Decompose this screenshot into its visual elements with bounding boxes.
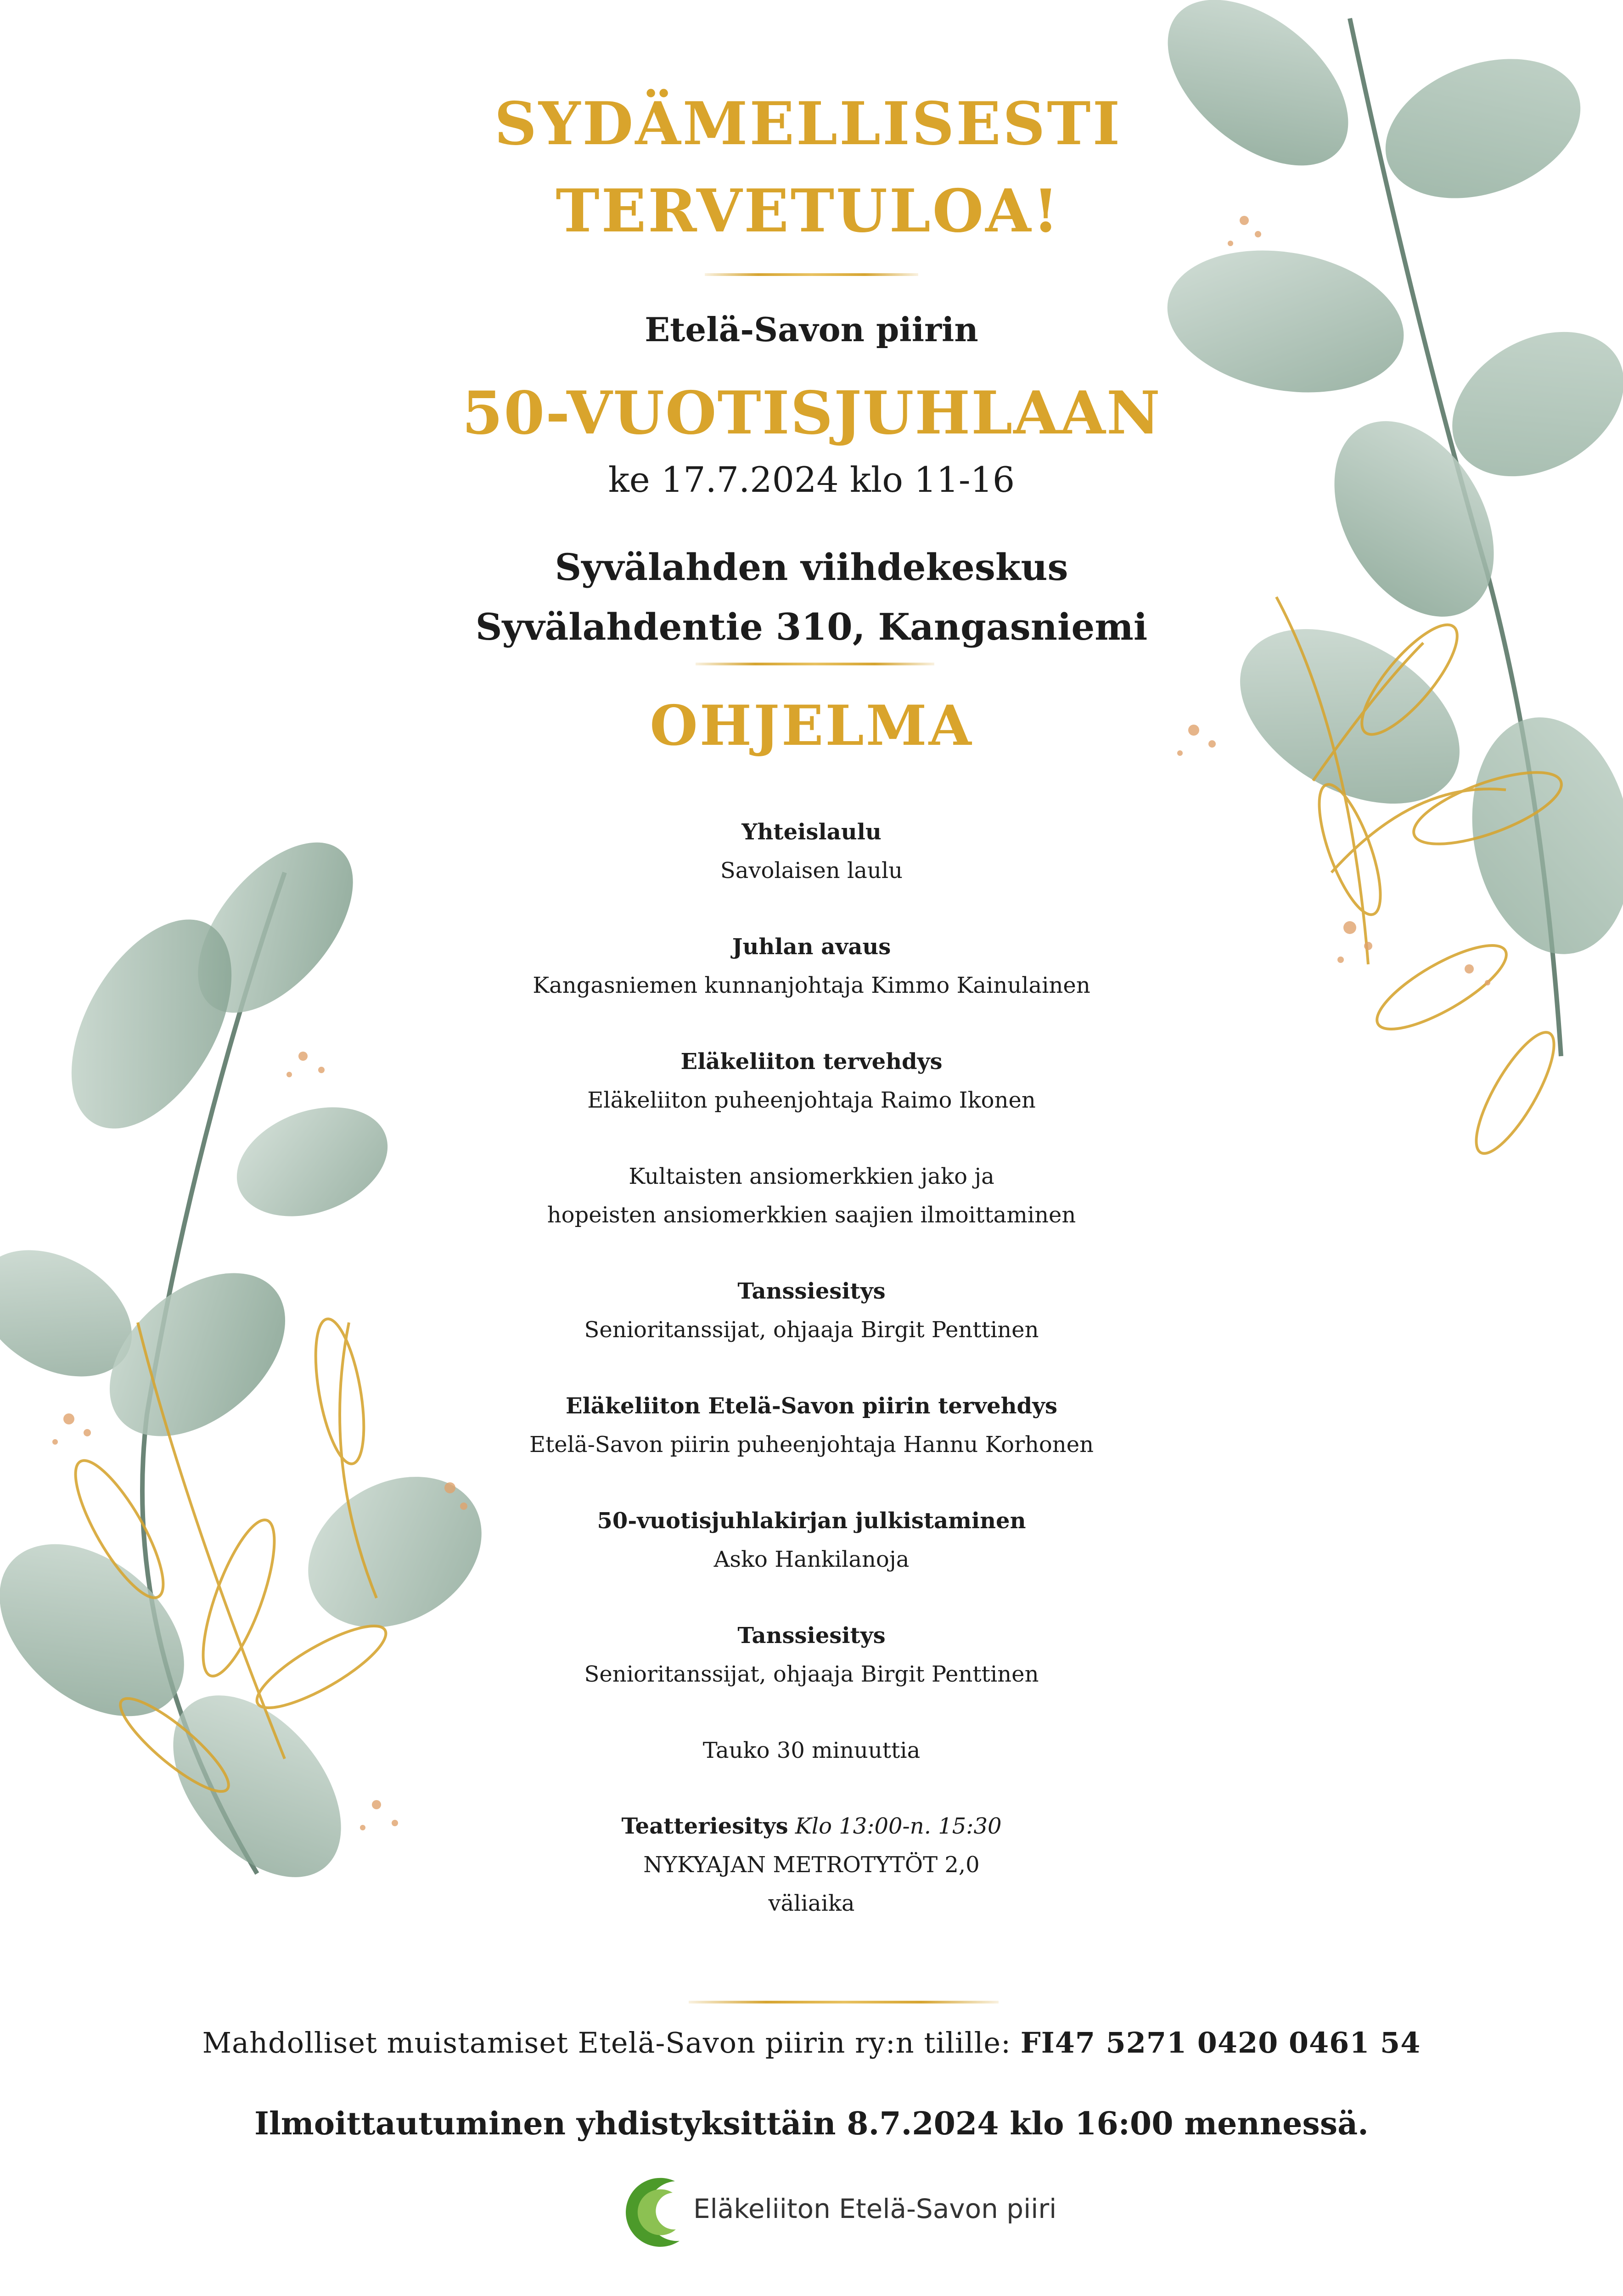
program-item: [0, 928, 1623, 1042]
program-item-title: Eläkeliiton Etelä-Savon piirin tervehdys: [565, 1393, 1058, 1419]
registration-deadline: Ilmoittautuminen yhdistyksittäin 8.7.2024 klo 16:00 mennessä.: [254, 2105, 1369, 2142]
divider-bottom: [689, 2001, 999, 2003]
program-item-title: Eläkeliiton tervehdys: [680, 1049, 943, 1075]
program-item-title: Juhlan avaus: [732, 934, 891, 960]
organization-logo: [620, 2172, 1057, 2250]
program-item: [0, 1157, 1623, 1272]
program-item-line2: hopeisten ansiomerkkien saajien ilmoittaminen: [547, 1202, 1076, 1228]
program-item: [0, 1502, 1623, 1616]
program-item-title: Tanssiesitys: [737, 1278, 886, 1304]
program-item-detail: Etelä-Savon piirin puheenjohtaja Hannu Korhonen: [529, 1432, 1094, 1458]
program-item-line1: Kultaisten ansiomerkkien jako ja: [629, 1164, 994, 1189]
program-item-detail2: väliaika: [768, 1891, 855, 1916]
program-item: [0, 1807, 1623, 1922]
divider-middle: [696, 663, 934, 665]
welcome-heading-line1: SYDÄMELLISESTI: [494, 90, 1122, 158]
program-item: [0, 1731, 1623, 1807]
logo-text: Eläkeliiton Etelä-Savon piiri: [693, 2193, 1057, 2224]
program-item-time: Klo 13:00-n. 15:30: [795, 1813, 1002, 1839]
program-item-detail: Kangasniemen kunnanjohtaja Kimmo Kainulainen: [533, 973, 1090, 998]
program-item-detail: Eläkeliiton puheenjohtaja Raimo Ikonen: [587, 1087, 1036, 1113]
program-item: [0, 1387, 1623, 1502]
program-item-detail: Senioritanssijat, ohjaaja Birgit Penttinen: [584, 1661, 1039, 1687]
program-item-title: Yhteislaulu: [741, 819, 882, 845]
venue-address: Syvälahdentie 310, Kangasniemi: [475, 605, 1148, 648]
program-item-detail: Savolaisen laulu: [720, 858, 903, 884]
program-item-title: Tanssiesitys: [737, 1623, 886, 1649]
program-item-detail: Asko Hankilanoja: [713, 1547, 910, 1572]
divider-top: [705, 273, 918, 276]
donation-line: [0, 2026, 1623, 2060]
program-title: OHJELMA: [650, 693, 973, 758]
program-list: [0, 813, 1623, 1922]
program-item-title: 50-vuotisjuhlakirjan julkistaminen: [597, 1508, 1026, 1534]
program-item-title: Teatteriesitys: [621, 1813, 788, 1839]
donation-text: Mahdolliset muistamiset Etelä-Savon piirin ry:n tilille:: [202, 2026, 1011, 2060]
account-number: FI47 5271 0420 0461 54: [1020, 2026, 1421, 2060]
program-item: [0, 1042, 1623, 1157]
program-item: [0, 1616, 1623, 1731]
crescent-logo-icon: [620, 2172, 689, 2250]
event-name: 50-VUOTISJUHLAAN: [462, 379, 1161, 448]
program-item: [0, 1272, 1623, 1387]
venue-name: Syvälahden viihdekeskus: [555, 546, 1068, 589]
welcome-heading-line2: TERVETULOA!: [556, 177, 1061, 246]
program-item-plain: Tauko 30 minuuttia: [702, 1738, 921, 1763]
event-date: ke 17.7.2024 klo 11-16: [608, 459, 1015, 500]
program-item-detail: NYKYAJAN METROTYTÖT 2,0: [643, 1852, 980, 1878]
organizer-text: Etelä-Savon piirin: [645, 310, 978, 349]
welcome-heading: [413, 80, 1203, 255]
program-item: [0, 813, 1623, 928]
venue: [0, 537, 1623, 657]
program-item-detail: Senioritanssijat, ohjaaja Birgit Penttinen: [584, 1317, 1039, 1343]
